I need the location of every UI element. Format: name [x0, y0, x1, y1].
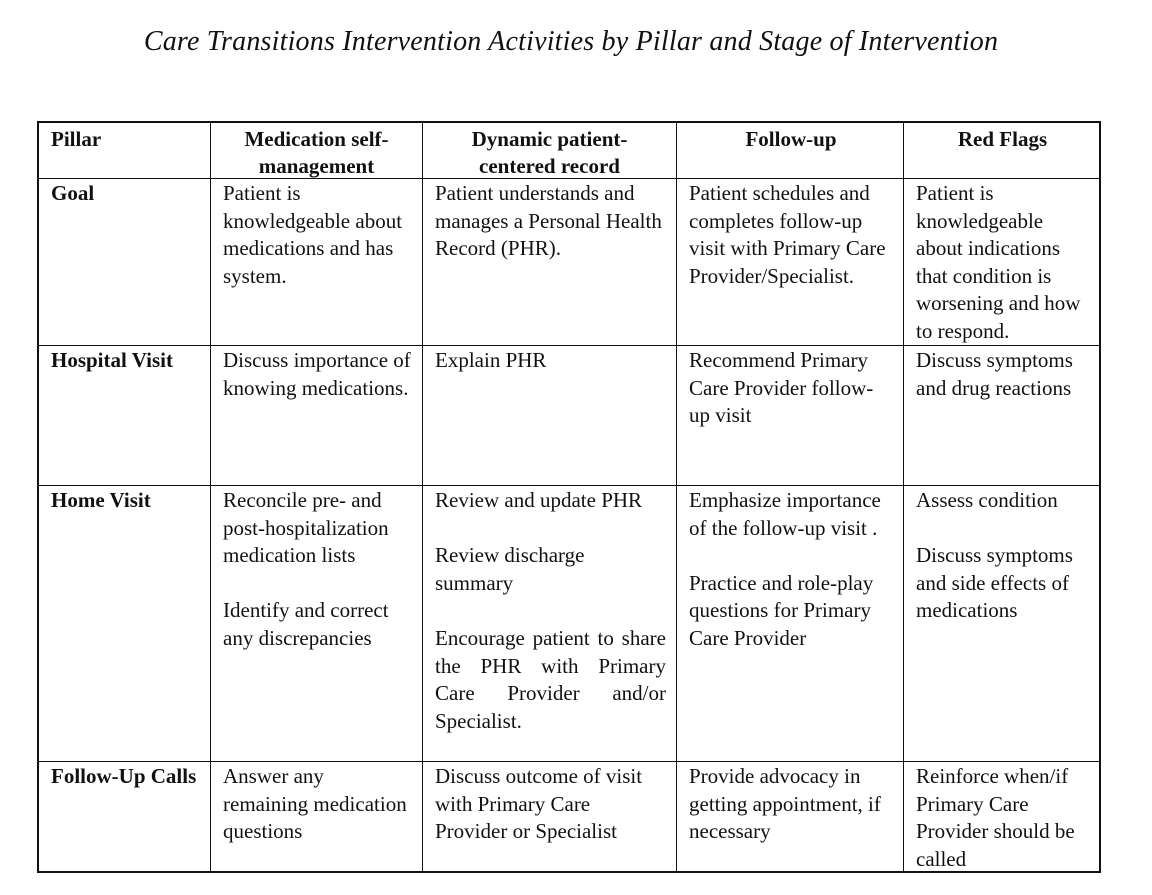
- cell-text: Patient schedules and completes follow-up visit with Primary Care Provider/Specialist.: [689, 181, 886, 288]
- cell-goal-record: [423, 179, 677, 346]
- header-dynamic-patient-centered-record: Dynamic patient-centered record: [423, 123, 677, 179]
- header-pillar: Pillar: [39, 123, 211, 179]
- cell-text: Answer any remaining medication questions: [223, 764, 407, 844]
- paragraph-gap: [435, 597, 666, 625]
- cell-text: Discuss importance of knowing medications.: [223, 348, 411, 400]
- cell-goal-red-flags: [904, 179, 1099, 346]
- cell-home-red-flags: [904, 486, 1099, 762]
- cell-text: Patient understands and manages a Personal Health Record (PHR).: [435, 181, 662, 261]
- cell-text: Encourage patient to share the PHR with Primary Care Provider and/or Specialist.: [435, 625, 666, 733]
- cell-home-medication: [211, 486, 423, 762]
- cell-calls-record: [423, 762, 677, 871]
- care-transitions-table: [37, 121, 1101, 873]
- cell-text: Patient is knowledgeable about indications that condition is worsening and how to respond.: [916, 181, 1081, 343]
- header-follow-up: Follow-up: [677, 123, 904, 179]
- cell-text: Discuss symptoms and drug reactions: [916, 348, 1073, 400]
- cell-hospital-red-flags: [904, 346, 1099, 486]
- cell-text: Discuss outcome of visit with Primary Care Provider or Specialist: [435, 764, 643, 844]
- paragraph-gap: [435, 515, 666, 543]
- cell-text: Review discharge summary: [435, 543, 585, 595]
- cell-text: Provide advocacy in getting appointment, if necessary: [689, 764, 881, 844]
- cell-text: Assess condition: [916, 488, 1058, 512]
- row-label-follow-up-calls: Follow-Up Calls: [39, 762, 211, 871]
- cell-calls-medication: [211, 762, 423, 871]
- cell-text: Practice and role-play questions for Primary Care Provider: [689, 570, 874, 650]
- cell-hospital-follow-up: [677, 346, 904, 486]
- row-label-goal: Goal: [39, 179, 211, 346]
- cell-hospital-medication: [211, 346, 423, 486]
- cell-text: Review and update PHR: [435, 488, 643, 512]
- header-medication-self-management: Medication self-management: [211, 123, 423, 179]
- paragraph-gap: [223, 570, 412, 598]
- cell-calls-red-flags: [904, 762, 1099, 871]
- cell-text: Reinforce when/if Primary Care Provider should be called: [916, 764, 1075, 871]
- header-red-flags: Red Flags: [904, 123, 1099, 179]
- paragraph-gap: [916, 515, 1089, 543]
- row-label-hospital-visit: Hospital Visit: [39, 346, 211, 486]
- cell-hospital-record: [423, 346, 677, 486]
- document-title: Care Transitions Intervention Activities by Pillar and Stage of Intervention: [143, 26, 999, 57]
- cell-home-follow-up: [677, 486, 904, 762]
- row-label-home-visit: Home Visit: [39, 486, 211, 762]
- cell-goal-follow-up: [677, 179, 904, 346]
- cell-text: Discuss symptoms and side effects of medications: [916, 543, 1073, 623]
- cell-text: Reconcile pre- and post-hospitalization medication lists: [223, 488, 389, 568]
- paragraph-gap: [689, 542, 893, 570]
- cell-text: Emphasize importance of the follow-up visit .: [689, 488, 881, 540]
- cell-text: Identify and correct any discrepancies: [223, 598, 389, 650]
- cell-calls-follow-up: [677, 762, 904, 871]
- cell-text: Recommend Primary Care Provider follow-up visit: [689, 348, 874, 428]
- cell-text: Explain PHR: [435, 348, 547, 372]
- cell-text: Patient is knowledgeable about medications and has system.: [223, 181, 403, 288]
- cell-home-record: [423, 486, 677, 762]
- cell-goal-medication: [211, 179, 423, 346]
